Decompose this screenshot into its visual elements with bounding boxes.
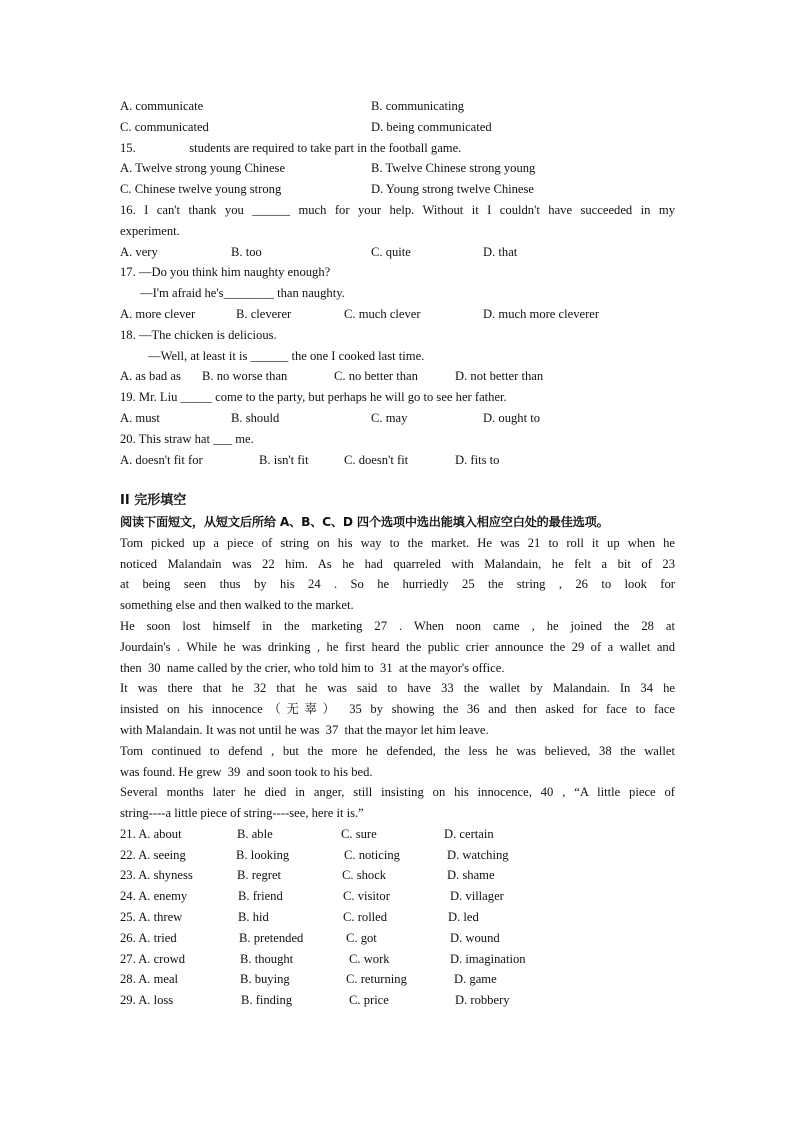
q20-options: [120, 450, 675, 471]
option-a: 23. A. shyness: [120, 868, 193, 883]
option-a: A. more clever: [120, 306, 196, 321]
cloze-option-row: [120, 886, 675, 907]
option-a: 29. A. loss: [120, 993, 174, 1008]
option-d: D. Young strong twelve Chinese: [371, 182, 535, 197]
option-a: A. doesn't fit for: [120, 452, 203, 467]
option-c: C. shock: [342, 868, 387, 883]
q14-options: [120, 96, 675, 117]
q15-options-row2: [120, 179, 675, 200]
passage-line: at being seen thus by his 24 . So he hurriedly 25 the string , 26 to look for: [120, 577, 675, 592]
option-b: B. thought: [240, 951, 294, 966]
option-c: C. noticing: [344, 847, 400, 862]
option-c: C. rolled: [343, 910, 388, 925]
passage-line: something else and then walked to the market.: [120, 598, 354, 613]
option-d: D. shame: [447, 868, 495, 883]
cloze-option-row: [120, 990, 675, 1011]
option-b: B. able: [237, 826, 273, 841]
option-c: C. may: [371, 410, 408, 425]
option-c: C. no better than: [334, 369, 418, 384]
option-d: D. led: [448, 910, 479, 925]
question-15-stem: 15. students are required to take part in the football game.: [120, 140, 462, 155]
exam-page: [120, 96, 675, 1011]
passage-line: with Malandain. It was not until he was 37 that the mayor let him leave.: [120, 722, 489, 737]
option-a: 27. A. crowd: [120, 951, 186, 966]
question-16-stem-cont: experiment.: [120, 223, 180, 238]
passage-line: Tom picked up a piece of string on his way to the market. He was 21 to roll it up when he: [120, 535, 675, 550]
option-d: D. watching: [447, 847, 509, 862]
question-16-stem: 16. I can't thank you ______ much for your help. Without it I couldn't have succeeded in my: [120, 202, 675, 217]
option-a: 26. A. tried: [120, 930, 177, 945]
option-b: B. regret: [237, 868, 282, 883]
cloze-option-row: [120, 865, 675, 886]
cloze-passage: [120, 533, 675, 824]
cloze-option-row: [120, 824, 675, 845]
question-20-stem: 20. This straw hat ___ me.: [120, 431, 254, 446]
section-instruction: 阅读下面短文，从短文后所给 A、B、C、D 四个选项中选出能填入相应空白处的最佳选项。: [120, 514, 609, 529]
option-a: 21. A. about: [120, 826, 182, 841]
option-c: C. work: [349, 951, 390, 966]
passage-line: noticed Malandain was 22 him. As he had quarreled with Malandain, he felt a bit of 23: [120, 556, 675, 571]
option-d: D. fits to: [455, 452, 500, 467]
q16-options: [120, 242, 675, 263]
q19-options: [120, 408, 675, 429]
passage-line: Tom continued to defend , but the more he defended, the less he was believed, 38 the wallet: [120, 743, 675, 758]
question-17-reply: —I'm afraid he's________ than naughty.: [140, 286, 345, 301]
passage-line: then 30 name called by the crier, who told him to 31 at the mayor's office.: [120, 660, 505, 675]
section-heading: II 完形填空: [120, 493, 187, 509]
question-18-reply: —Well, at least it is ______ the one I cooked last time.: [148, 348, 425, 363]
option-d: D. wound: [450, 930, 500, 945]
cloze-option-row: [120, 907, 675, 928]
option-a: 22. A. seeing: [120, 847, 186, 862]
cloze-option-row: [120, 928, 675, 949]
option-b: B. communicating: [371, 99, 465, 113]
option-d: D. being communicated: [371, 119, 492, 134]
q15-options: [120, 158, 675, 179]
option-c: C. visitor: [343, 889, 390, 904]
option-b: B. finding: [241, 993, 293, 1008]
option-c: C. Chinese twelve young strong: [120, 182, 282, 197]
passage-line: Several months later he died in anger, still insisting on his innocence, 40 , “A little piece of: [120, 785, 675, 800]
option-b: B. looking: [236, 847, 290, 862]
cloze-option-row: [120, 845, 675, 866]
option-a: 28. A. meal: [120, 972, 179, 987]
cloze-options: [120, 824, 675, 1011]
passage-line: Jourdain's . While he was drinking , he first heard the public crier announce the 29 of a wallet and: [120, 639, 675, 654]
option-b: B. should: [231, 410, 280, 425]
question-19-stem: 19. Mr. Liu _____ come to the party, but perhaps he will go to see her father.: [120, 390, 507, 405]
option-a: A. as bad as: [120, 369, 181, 384]
option-a: A. must: [120, 410, 160, 425]
passage-line: He soon lost himself in the marketing 27 . When noon came , he joined the 28 at: [120, 618, 675, 633]
option-d: D. imagination: [450, 951, 526, 966]
option-c: C. doesn't fit: [344, 452, 409, 467]
q14-options-row2: [120, 117, 675, 138]
option-c: C. sure: [341, 826, 377, 841]
spacer: [120, 470, 675, 491]
option-a: 24. A. enemy: [120, 889, 188, 904]
option-b: B. hid: [238, 910, 269, 925]
option-b: B. friend: [238, 889, 283, 904]
option-b: B. pretended: [239, 930, 304, 945]
q18-options: [120, 366, 675, 387]
option-b: B. Twelve Chinese strong young: [371, 161, 536, 176]
option-c: C. price: [349, 993, 389, 1008]
cloze-option-row: [120, 949, 675, 970]
option-a: A. very: [120, 244, 158, 259]
option-d: D. robbery: [455, 993, 510, 1008]
question-18-stem: 18. —The chicken is delicious.: [120, 327, 277, 342]
option-b: B. too: [231, 244, 262, 259]
option-d: D. ought to: [483, 410, 541, 425]
passage-line: was found. He grew 39 and soon took to his bed.: [120, 764, 373, 779]
option-d: D. much more cleverer: [483, 306, 600, 321]
cloze-option-row: [120, 969, 675, 990]
option-c: C. quite: [371, 244, 411, 259]
passage-line: string----a little piece of string----see, here it is.”: [120, 806, 364, 821]
option-b: B. isn't fit: [259, 452, 309, 467]
option-d: D. game: [454, 972, 497, 987]
option-d: D. certain: [444, 826, 494, 841]
q17-options: [120, 304, 675, 325]
option-c: C. returning: [346, 972, 407, 987]
option-c: C. communicated: [120, 119, 209, 134]
option-b: B. no worse than: [202, 369, 288, 384]
question-17-stem: 17. —Do you think him naughty enough?: [120, 265, 331, 280]
passage-line: insisted on his innocence（无辜） 35 by showing the 36 and then asked for face to face: [120, 702, 675, 717]
option-b: B. cleverer: [236, 306, 292, 321]
option-d: D. villager: [450, 889, 504, 904]
option-a: 25. A. threw: [120, 910, 183, 925]
option-d: D. that: [483, 244, 518, 259]
option-a: A. Twelve strong young Chinese: [120, 161, 286, 176]
option-a: A. communicate: [120, 99, 204, 113]
option-b: B. buying: [240, 972, 290, 987]
passage-line: It was there that he 32 that he was said to have 33 the wallet by Malandain. In 34 he: [120, 681, 675, 696]
option-c: C. much clever: [344, 306, 421, 321]
option-c: C. got: [346, 930, 377, 945]
option-d: D. not better than: [455, 369, 544, 384]
